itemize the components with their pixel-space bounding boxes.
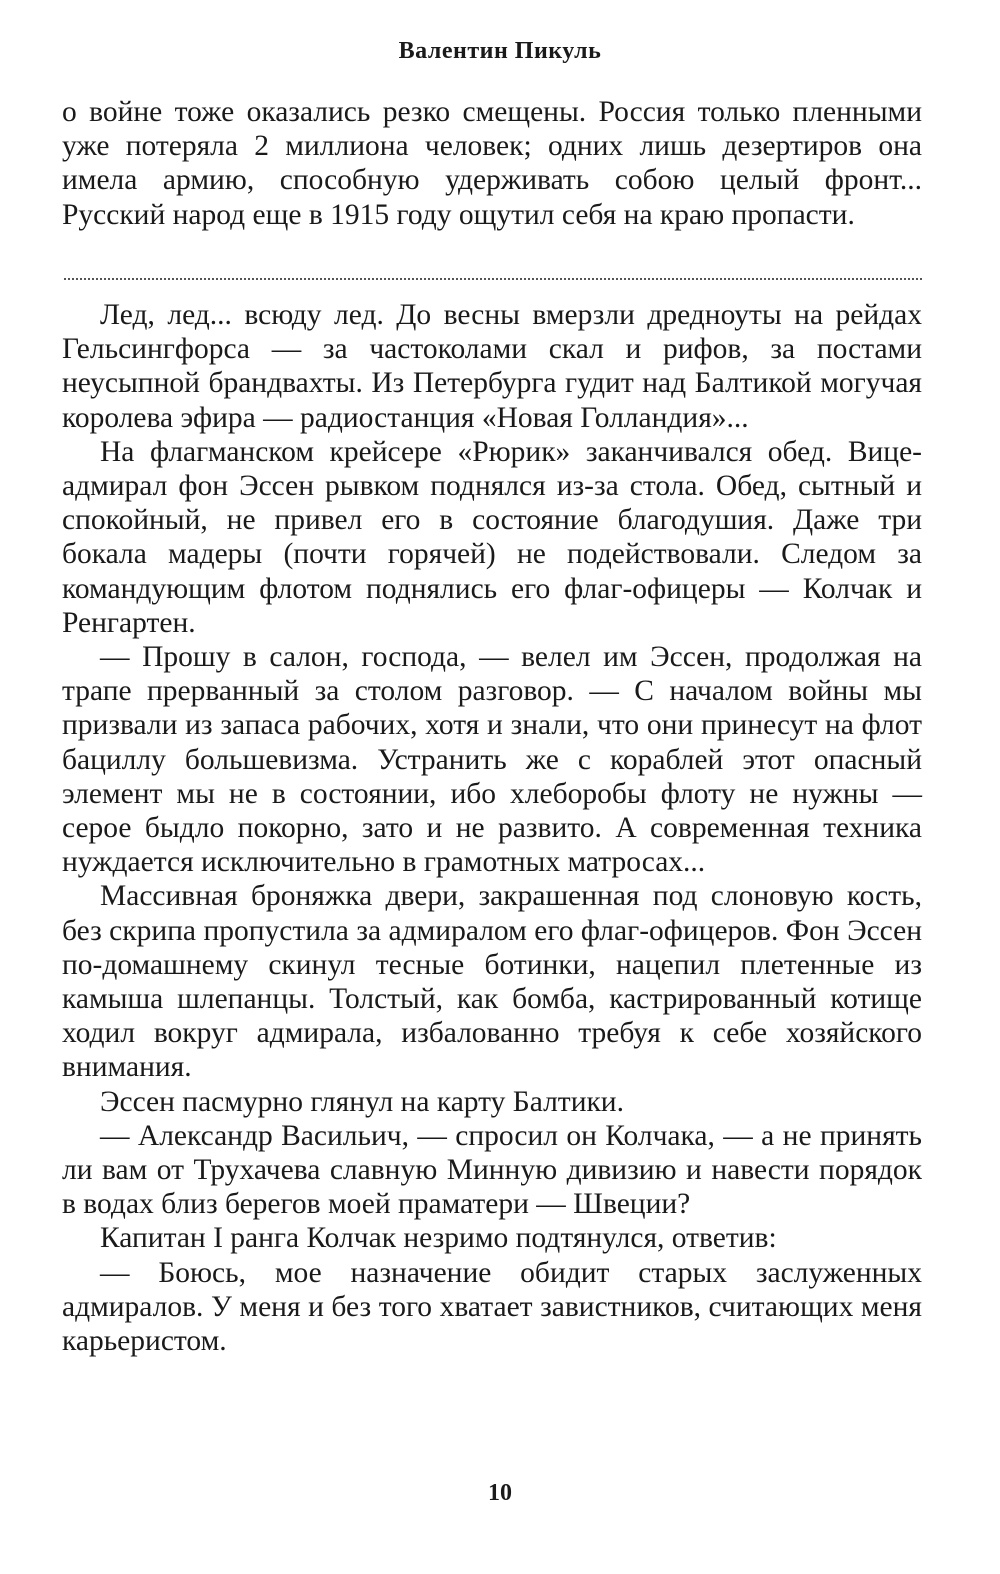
paragraph-2: На флагманском крейсере «Рюрик» заканчивался обед. Вице-адмирал фон Эссен рывком поднялся из-за стола. Обед, сытный и спокойный, не привел его в состояние благодушия. Даже три бокала мадеры (почти горячей) не подействовали. Следом за командующим флотом поднялись его флаг-офицеры — Колчак и Ренгартен. [62,435,922,639]
paragraph-7: Капитан I ранга Колчак незримо подтянулся, ответив: [100,1222,777,1255]
paragraph-3: — Прошу в салон, господа, — велел им Эссен, продолжая на трапе прерванный за столом разговор. — С началом войны мы призвали из запаса рабочих, хотя и знали, что они принесут на флот бациллу большевизма. Устранить же с кораблей этот опасный элемент мы не в состоянии, ибо хлеборобы флоту не нужны — серое быдло покорно, зато и не развито. А современная техника нуждается исключительно в грамотных матросах... [62,641,922,879]
section-block [62,298,922,1358]
paragraph-1: Лед, лед... всюду лед. До весны вмерзли дредноуты на рейдах Гельсингфорса — за частоколами скал и рифов, за постами неусыпной брандвахты. Из Петербурга гудит над Балтикой могучая королева эфира — радиостанция «Новая Голландия»... [62,299,922,434]
page-number: 10 [488,1480,512,1506]
continuation-block [62,95,922,232]
section-divider [64,278,922,280]
paragraph-4: Массивная броняжка двери, закрашенная под слоновую кость, без скрипа пропустила за адмиралом его флаг-офицеров. Фон Эссен по-домашнему скинул тесные ботинки, нацепил плетенные из камыша шлепанцы. Толстый, как бомба, кастрированный котище ходил вокруг адмирала, избалованно требуя к себе хозяйского внимания. [62,880,922,1084]
paragraph-6: — Александр Васильич, — спросил он Колчака, — а не принять ли вам от Трухачева славную Минную дивизию и навести порядок в водах близ берегов моей праматери — Швеции? [62,1119,922,1221]
running-head-author: Валентин Пикуль [398,38,602,64]
paragraph-8: — Боюсь, мое назначение обидит старых заслуженных адмиралов. У меня и без того хватает завистников, считающих меня карьеристом. [62,1256,922,1358]
paragraph-5: Эссен пасмурно глянул на карту Балтики. [100,1085,624,1118]
continuation-paragraph: о войне тоже оказались резко смещены. Россия только пленными уже потеряла 2 миллиона человек; одних лишь дезертиров она имела армию, способную удерживать собою целый фронт... Русский народ еще в 1915 году ощутил себя на краю пропасти. [62,96,922,231]
